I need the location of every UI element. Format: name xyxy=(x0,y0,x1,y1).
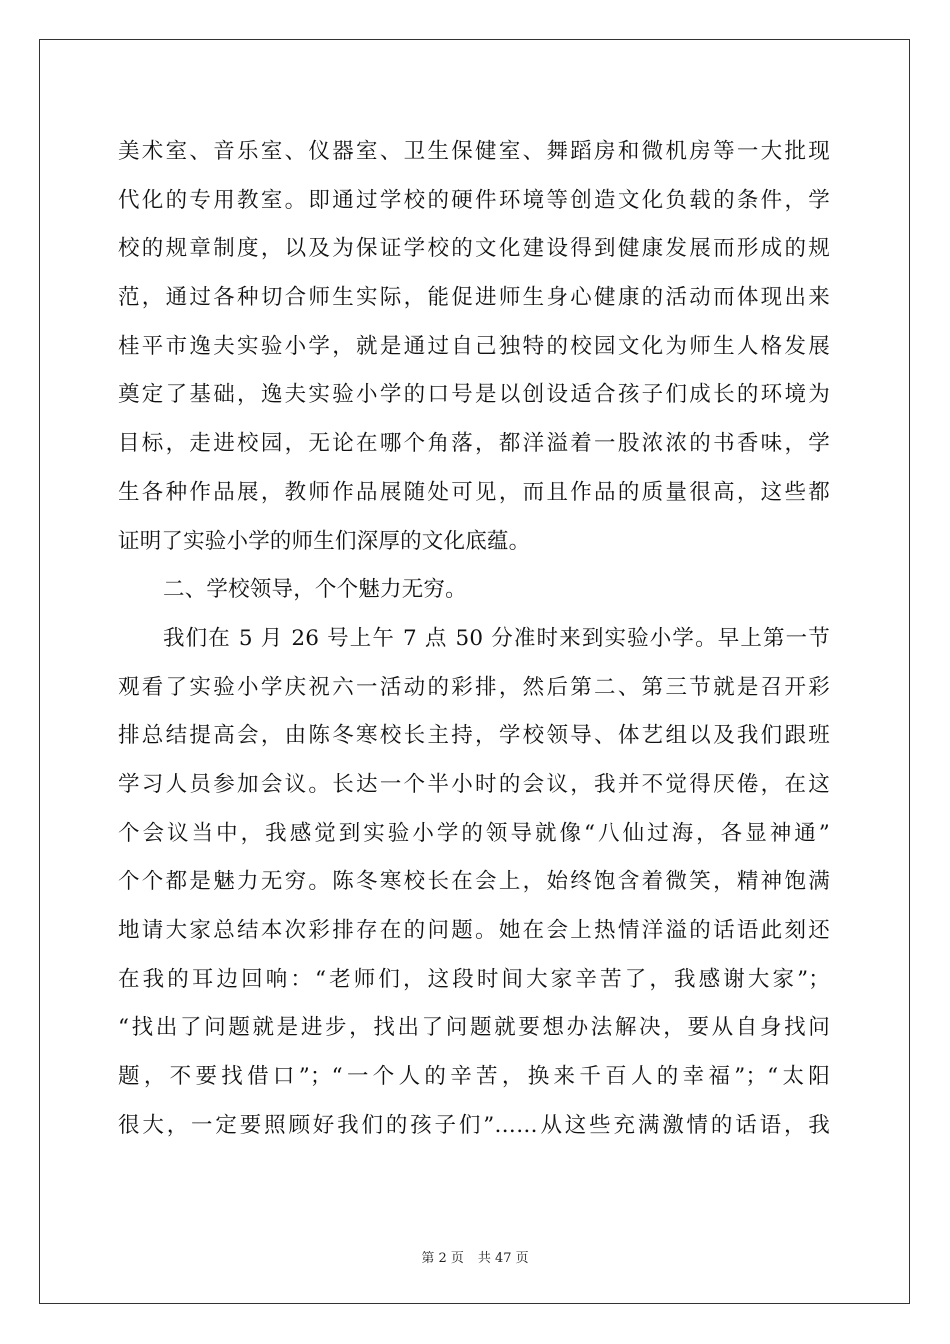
text-line: 排总结提高会，由陈冬寒校长主持，学校领导、体艺组以及我们跟班 xyxy=(118,723,830,749)
text-line: 在我的耳边回响：“老师们，这段时间大家辛苦了，我感谢大家”； xyxy=(118,966,830,992)
text-line: 学习人员参加会议。长达一个半小时的会议，我并不觉得厌倦，在这 xyxy=(118,771,830,797)
text-line: 目标，走进校园，无论在哪个角落，都洋溢着一股浓浓的书香味，学 xyxy=(118,431,830,457)
text-line: 证明了实验小学的师生们深厚的文化底蕴。 xyxy=(118,528,531,554)
text-line: 校的规章制度，以及为保证学校的文化建设得到健康发展而形成的规 xyxy=(118,236,830,262)
text-line: 地请大家总结本次彩排存在的问题。她在会上热情洋溢的话语此刻还 xyxy=(118,918,830,943)
text-line: 观看了实验小学庆祝六一活动的彩排，然后第二、第三节就是召开彩 xyxy=(118,674,830,700)
text-line: 美术室、音乐室、仪器室、卫生保健室、舞蹈房和微机房等一大批现 xyxy=(118,139,830,164)
text-line: 个个都是魅力无穷。陈冬寒校长在会上，始终饱含着微笑，精神饱满 xyxy=(118,869,830,895)
text-line: 桂平市逸夫实验小学，就是通过自己独特的校园文化为师生人格发展 xyxy=(118,333,830,359)
text-line: 代化的专用教室。即通过学校的硬件环境等创造文化负载的条件，学 xyxy=(118,187,830,213)
text-line: 个会议当中，我感觉到实验小学的领导就像“八仙过海，各显神通” xyxy=(118,820,830,846)
text-line: 题，不要找借口”；“一个人的辛苦，换来千百人的幸福”；“太阳 xyxy=(118,1064,830,1090)
text-line: “找出了问题就是进步，找出了问题就要想办法解决，要从自身找问 xyxy=(118,1015,830,1041)
text-line: 范，通过各种切合师生实际，能促进师生身心健康的活动而体现出来 xyxy=(118,285,830,311)
document-body xyxy=(118,128,830,1150)
text-line: 我们在 5 月 26 号上午 7 点 50 分准时来到实验小学。早上第一节 xyxy=(163,625,830,651)
text-line: 生各种作品展，教师作品展随处可见，而且作品的质量很高，这些都 xyxy=(118,479,830,505)
page-number: 第 2 页 xyxy=(421,1251,464,1266)
page-total: 共 47 页 xyxy=(477,1251,529,1266)
page-footer xyxy=(0,1247,950,1266)
section-heading: 二、学校领导，个个魅力无穷。 xyxy=(163,577,467,603)
text-line: 很大，一定要照顾好我们的孩子们”……从这些充满激情的话语，我 xyxy=(118,1112,830,1138)
text-line: 奠定了基础，逸夫实验小学的口号是以创设适合孩子们成长的环境为 xyxy=(118,382,830,408)
